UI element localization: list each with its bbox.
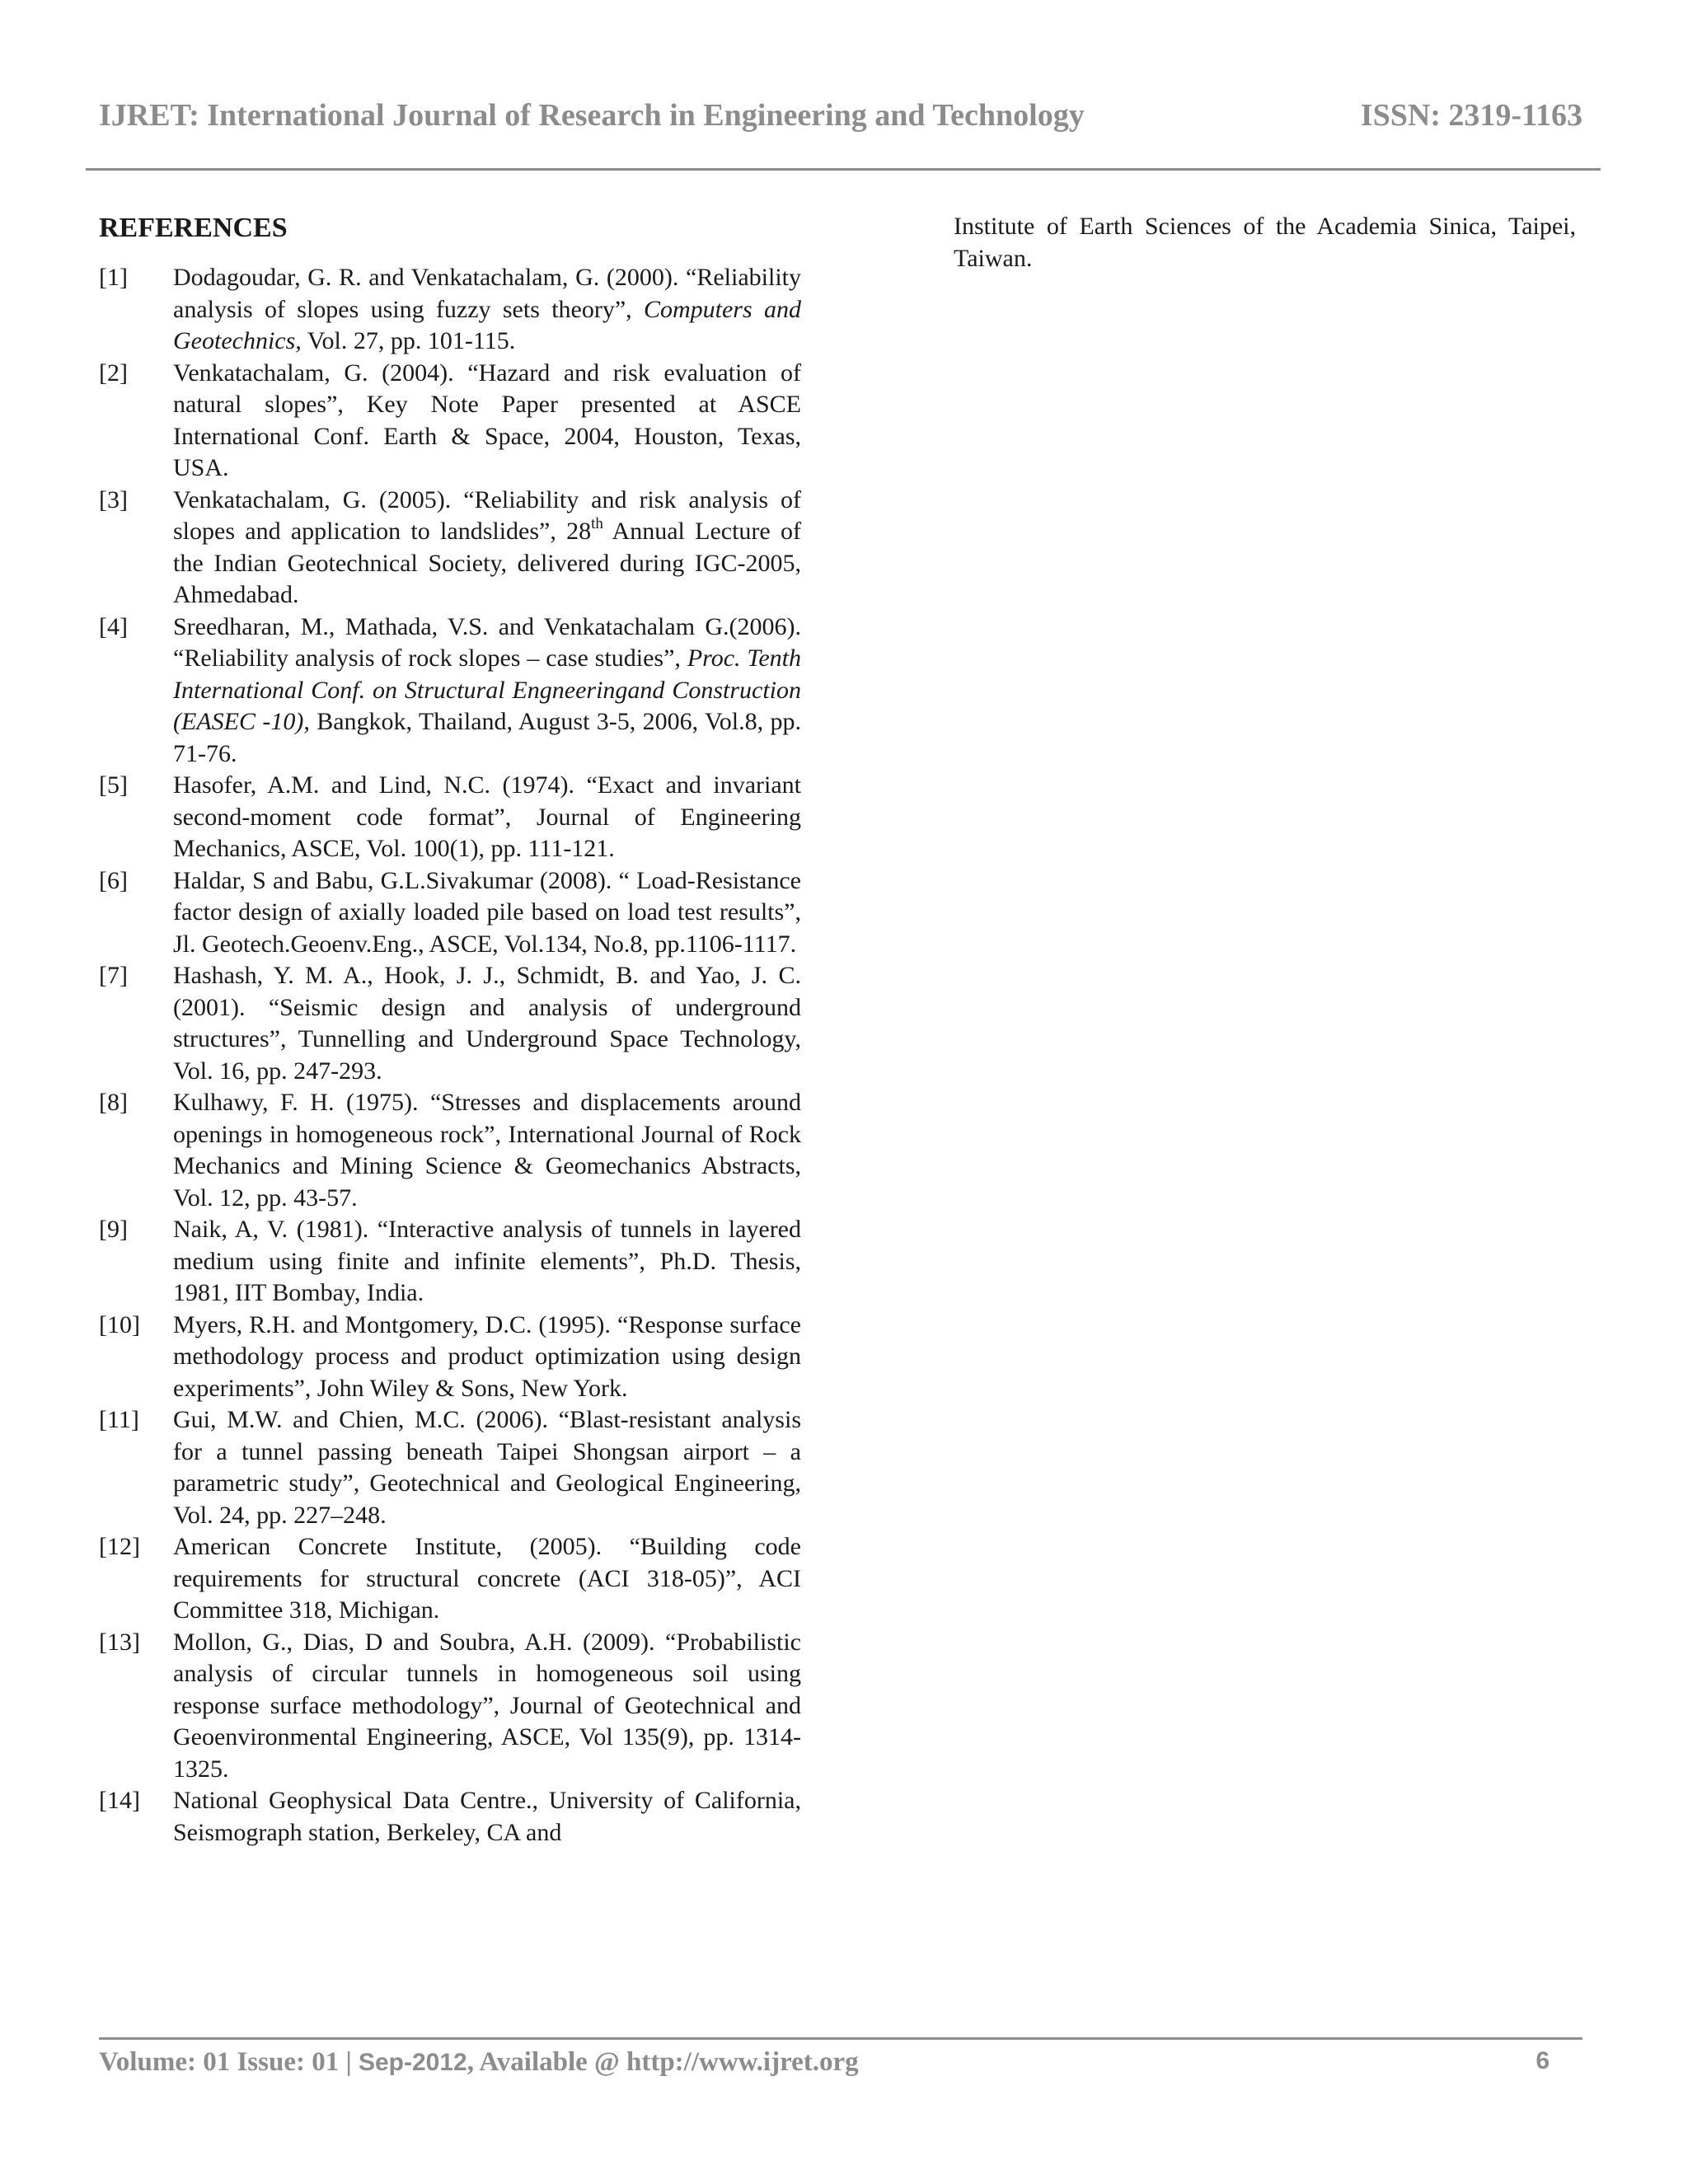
reference-text — [173, 1406, 801, 1529]
reference-number: [8] — [99, 1089, 128, 1116]
reference-number: [13] — [99, 1628, 140, 1656]
reference-item — [99, 1310, 801, 1405]
reference-text-part: American Concrete Institute, (2005). “Building code requirements for structural concrete (ACI 318-05)”, ACI Committee 318, Michigan. — [173, 1533, 801, 1624]
reference-text — [173, 1216, 801, 1306]
running-footer — [99, 2047, 1550, 2088]
reference-text-part: National Geophysical Data Centre., University of California, Seismograph station, Berkeley, CA and — [173, 1787, 801, 1846]
reference-item — [99, 1087, 801, 1214]
reference-number: [6] — [99, 866, 128, 894]
reference-item — [99, 770, 801, 865]
reference-text-part: Bangkok, Thailand, August 3-5, 2006, Vol.8, pp. 71-76. — [173, 708, 801, 767]
reference-number: [7] — [99, 962, 128, 989]
reference-text-part: Sreedharan, M., Mathada, V.S. and Venkatachalam G.(2006). “Reliability analysis of rock slopes – case studies”, — [173, 612, 801, 672]
reference-text — [173, 1787, 801, 1846]
reference-number: [9] — [99, 1216, 128, 1243]
journal-title: IJRET: International Journal of Research in Engineering and Technology — [99, 98, 1085, 133]
reference-number: [3] — [99, 485, 128, 513]
reference-text-part: Mollon, G., Dias, D and Soubra, A.H. (2009). “Probabilistic analysis of circular tunnels in homogeneous soil using response surface methodology”, Journal of Geotechnical and Geoenvironmental Engineering, ASCE, Vol 135(9), pp. 1314-1325. — [173, 1628, 801, 1783]
reference-item — [99, 1404, 801, 1531]
reference-text-part: Gui, M.W. and Chien, M.C. (2006). “Blast-resistant analysis for a tunnel passing beneath Taipei Shongsan airport – a parametric study”, Geotechnical and Geological Engineering, Vol. 24, pp. 227–248. — [173, 1406, 801, 1529]
reference-text-part: Venkatachalam, G. (2005). “Reliability and risk analysis of slopes and application to landslides”, 28 — [173, 485, 801, 545]
page-number: 6 — [1536, 2047, 1550, 2074]
reference-item — [99, 1214, 801, 1310]
footer-date: Sep-2012 — [358, 2049, 467, 2076]
reference-text — [173, 1311, 801, 1402]
reference-item — [99, 358, 801, 485]
reference-item — [99, 1531, 801, 1627]
reference-continuation: Institute of Earth Sciences of the Academia Sinica, Taipei, Taiwan. — [954, 213, 1576, 272]
right-column — [954, 211, 1576, 274]
reference-text — [173, 1089, 801, 1212]
reference-text-part: Vol. 27, pp. 101-115. — [301, 327, 516, 354]
reference-number: [10] — [99, 1310, 140, 1338]
reference-number: [1] — [99, 264, 128, 291]
reference-text — [173, 486, 801, 609]
reference-item — [99, 1627, 801, 1786]
reference-number: [5] — [99, 771, 128, 799]
reference-text-part: Dodagoudar, G. R. and Venkatachalam, G. (2000). “Reliability analysis of slopes using fuzzy sets theory”, — [173, 264, 801, 323]
reference-text-part: Venkatachalam, G. (2004). “Hazard and risk evaluation of natural slopes”, Key Note Paper presented at ASCE International Conf. Earth & Space, 2004, Houston, Texas, USA. — [173, 359, 801, 481]
reference-item — [99, 865, 801, 961]
reference-text — [173, 1629, 801, 1783]
reference-item — [99, 485, 801, 612]
reference-item — [99, 262, 801, 358]
reference-item — [99, 960, 801, 1087]
reference-item — [99, 612, 801, 771]
header-divider — [86, 168, 1601, 171]
footer-available: , Available @ http://www.ijret.org — [467, 2047, 859, 2077]
reference-text — [173, 771, 801, 862]
reference-text-part: Myers, R.H. and Montgomery, D.C. (1995). “Response surface methodology process and product optimization using design experiments”, John Wiley & Sons, New York. — [173, 1310, 801, 1402]
reference-number: [2] — [99, 359, 128, 387]
reference-text — [173, 264, 801, 354]
reference-text-part: Haldar, S and Babu, G.L.Sivakumar (2008). “ Load-Resistance factor design of axially loaded pile based on load test results”, Jl. Geotech.Geoenv.Eng., ASCE, Vol.134, No.8, pp.1106-1117. — [173, 866, 801, 958]
reference-text — [173, 613, 801, 767]
reference-list — [99, 262, 801, 1849]
reference-number: [14] — [99, 1787, 140, 1814]
reference-superscript: th — [591, 515, 603, 532]
reference-number: [4] — [99, 612, 128, 640]
reference-text — [173, 359, 801, 482]
running-header — [99, 97, 1582, 147]
references-heading: REFERENCES — [99, 213, 288, 243]
footer-citation — [99, 2047, 859, 2078]
footer-volume: Volume: 01 Issue: 01 | — [99, 2047, 359, 2077]
reference-number: [11] — [99, 1406, 139, 1433]
reference-item — [99, 1785, 801, 1849]
reference-text — [173, 867, 801, 958]
left-column — [99, 213, 801, 1849]
reference-text — [173, 1533, 801, 1624]
issn-label: ISSN: 2319-1163 — [1360, 98, 1582, 133]
reference-source-italic: Computers and Geotechnics, — [173, 295, 801, 354]
footer-divider — [99, 2037, 1582, 2040]
reference-text — [173, 962, 801, 1085]
reference-text-part: Kulhawy, F. H. (1975). “Stresses and displacements around openings in homogeneous rock”, International Journal of Rock Mechanics and Mining Science & Geomechanics Abstracts, Vol. 12, pp. 43-57. — [173, 1089, 801, 1212]
reference-source-italic: Proc. Tenth International Conf. on Structural Engneeringand Construction (EASEC -10), — [173, 644, 801, 735]
reference-number: [12] — [99, 1533, 140, 1560]
reference-text-part: Annual Lecture of the Indian Geotechnical Society, delivered during IGC-2005, Ahmedabad. — [173, 518, 801, 608]
reference-text-part: Hasofer, A.M. and Lind, N.C. (1974). “Exact and invariant second-moment code format”, Journal of Engineering Mechanics, ASCE, Vol. 100(1), pp. 111-121. — [173, 771, 801, 862]
reference-text-part: Naik, A, V. (1981). “Interactive analysis of tunnels in layered medium using finite and infinite elements”, Ph.D. Thesis, 1981, IIT Bombay, India. — [173, 1216, 801, 1306]
reference-text-part: Hashash, Y. M. A., Hook, J. J., Schmidt, B. and Yao, J. C. (2001). “Seismic design and analysis of underground structures”, Tunnelling and Underground Space Technology, Vol. 16, pp. 247-293. — [173, 962, 801, 1085]
